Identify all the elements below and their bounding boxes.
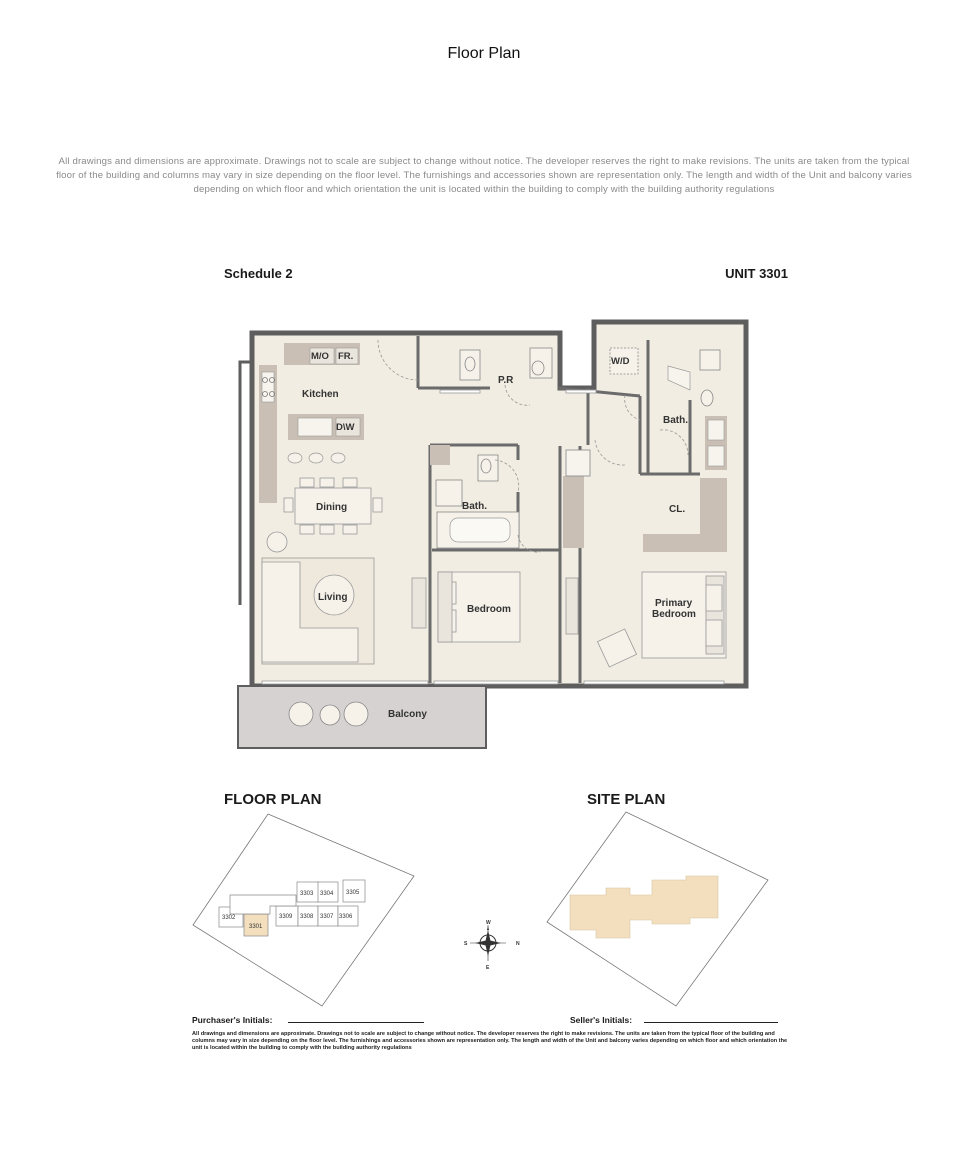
schedule-label: Schedule 2 (224, 266, 293, 281)
label-wd: W/D (611, 356, 630, 367)
seller-initials-line[interactable] (644, 1022, 778, 1023)
svg-text:N: N (516, 941, 520, 947)
label-bedroom: Bedroom (467, 604, 511, 615)
label-closet: CL. (669, 504, 686, 515)
unit-label: UNIT 3301 (725, 266, 788, 281)
purchaser-initials-line[interactable] (288, 1022, 424, 1023)
svg-text:3306: 3306 (339, 914, 353, 920)
seller-initials-label: Seller's Initials: (570, 1015, 633, 1025)
svg-text:W: W (486, 920, 491, 926)
svg-text:3309: 3309 (279, 914, 293, 920)
floor-plan-heading: FLOOR PLAN (224, 791, 322, 808)
label-dw: D\W (336, 422, 355, 433)
compass-icon (464, 920, 520, 971)
page-title: Floor Plan (447, 45, 521, 62)
label-bath-left: Bath. (462, 501, 487, 512)
key-floor-plan (193, 814, 414, 1006)
svg-text:3304: 3304 (320, 891, 334, 897)
label-living: Living (318, 592, 348, 603)
svg-text:3308: 3308 (300, 914, 314, 920)
label-mo: M/O (311, 351, 329, 362)
svg-text:3302: 3302 (222, 915, 236, 921)
label-kitchen: Kitchen (302, 389, 339, 400)
label-primary-1: Primary (655, 598, 693, 609)
label-balcony: Balcony (388, 709, 427, 720)
svg-text:E: E (486, 965, 490, 971)
svg-text:3303: 3303 (300, 891, 314, 897)
site-plan-heading: SITE PLAN (587, 791, 666, 808)
label-bath-right: Bath. (663, 415, 688, 426)
key-site-plan (547, 812, 768, 1006)
label-fr: FR. (338, 351, 354, 362)
svg-text:3307: 3307 (320, 914, 334, 920)
svg-text:3305: 3305 (346, 890, 360, 896)
svg-text:S: S (464, 941, 468, 947)
purchaser-initials-label: Purchaser's Initials: (192, 1015, 273, 1025)
label-pr: P.R (498, 375, 514, 386)
label-primary-2: Bedroom (652, 609, 696, 620)
disclaimer-bottom: All drawings and dimensions are approximate. Drawings not to scale are subject to change without notice. The developer reserves the right to make revisions. The units are taken from the typical floor of the building and columns may vary in size depending on the floor level. The furnishings and accessories shown are representation only. The length and width of the Unit and balcony varies depending on which floor and which orientation the unit is located within the building to comply with the building authority regulations (192, 1031, 788, 1052)
disclaimer-top: All drawings and dimensions are approximate. Drawings not to scale are subject to change without notice. The developer reserves the right to make revisions. The units are taken from the typical floor of the building and columns may vary in size depending on the floor level. The furnishings and accessories shown are representation only. The length and width of the Unit and balcony varies depending on which floor and which orientation the unit is located within the building to comply with the building authority regulations (56, 156, 912, 195)
label-dining: Dining (316, 502, 348, 513)
balcony-furniture (289, 702, 368, 726)
svg-text:3301: 3301 (249, 924, 263, 930)
